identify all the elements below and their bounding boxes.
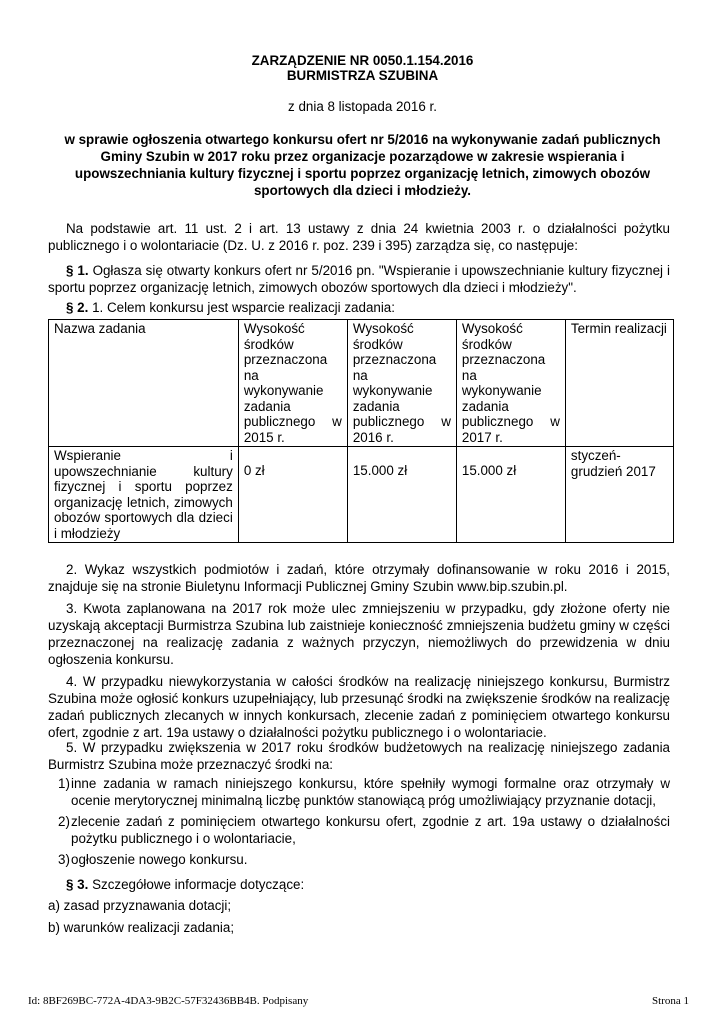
table-row xyxy=(49,447,674,543)
list-item-text: ogłoszenie nowego konkursu. xyxy=(71,852,248,867)
document-date: z dnia 8 listopada 2016 r. xyxy=(288,99,437,114)
footer-page-number: Strona 1 xyxy=(652,995,689,1007)
paragraph-2: 2. Wykaz wszystkich podmiotów i zadań, które otrzymały dofinansowanie w roku 2016 i 2015, znajduje się na stronie Biuletynu Informacji Publicznej Gminy Szubin www.bip.szubin.pl. xyxy=(48,562,670,594)
term-cell: styczeń-grudzień 2017 xyxy=(565,447,673,543)
table-header-cell: Termin realizacji xyxy=(565,320,673,447)
table-header-cell: Nazwa zadania xyxy=(49,320,239,447)
section-1-text: Ogłasza się otwarty konkurs ofert nr 5/2016 pn. "Wspieranie i upowszechnianie kultury fizycznej i sportu poprzez organizację letnich, zimowych obozów sportowych dla dzieci i młodzieży". xyxy=(48,263,670,295)
list-item-text: zlecenie zadań z pominięciem otwartego konkursu ofert, zgodnie z art. 19a ustawy o działalności pożytku publicznego i o wolontariacie, xyxy=(71,814,670,846)
table-header-cell: Wysokość środków przeznaczona na wykonywanie zadania publicznego w 2017 r. xyxy=(456,320,565,447)
list-item xyxy=(48,851,670,868)
task-name-cell: Wspieranie i upowszechnianie kultury fizycznej i sportu poprzez organizację letnich, zimowych obozów sportowych dla dzieci i młodzieży xyxy=(49,447,239,543)
table-header-cell: Wysokość środków przeznaczona na wykonywanie zadania publicznego w 2016 r. xyxy=(347,320,456,447)
paragraph-4: 4. W przypadku niewykorzystania w całości środków na realizację niniejszego konkursu, Burmistrz Szubina może ogłosić konkurs uzupełniający, lub przesunąć środki na zwiększenie środków na realizację zadań publicznych zlecanych w innych konkursach, zlecenie zadań z pominięciem otwartego konkursu ofert, zgodnie z art. 19a ustawy o działalności pożytku publicznego i o wolontariacie. xyxy=(48,674,670,740)
document-issuer: BURMISTRZA SZUBINA xyxy=(286,68,439,83)
amount-2015-cell: 0 zł xyxy=(238,447,347,543)
task-table xyxy=(48,319,674,543)
section-2 xyxy=(48,299,670,316)
section-3-item-b: b) warunków realizacji zadania; xyxy=(48,920,235,935)
amount-2017-cell: 15.000 zł xyxy=(456,447,565,543)
section-2-mark: § 2. xyxy=(66,300,89,315)
list-item-text: inne zadania w ramach niniejszego konkursu, które spełniły wymogi formalne oraz otrzymały w ocenie merytorycznej minimalną liczbę punktów stanowiącą próg umożliwiający przyznanie dotacji, xyxy=(71,776,670,808)
list-item-number: 1) xyxy=(58,776,70,791)
section-3-item-a: a) zasad przyznawania dotacji; xyxy=(48,898,232,913)
footer-document-id: Id: 8BF269BC-772A-4DA3-9B2C-57F32436BB4B. Podpisany xyxy=(28,995,309,1007)
section-2-text: 1. Celem konkursu jest wsparcie realizacji zadania: xyxy=(88,300,395,315)
section-3-mark: § 3. xyxy=(66,877,89,892)
section-3-text: Szczegółowe informacje dotyczące: xyxy=(88,877,305,892)
list-item-number: 3) xyxy=(58,852,70,867)
section-1 xyxy=(48,262,670,296)
table-header-cell: Wysokość środków przeznaczona na wykonywanie zadania publicznego w 2015 r. xyxy=(238,320,347,447)
table-header-row xyxy=(49,320,674,447)
section-1-mark: § 1. xyxy=(66,263,89,278)
section-3 xyxy=(48,876,670,893)
list-item xyxy=(48,813,670,847)
paragraph-3: 3. Kwota zaplanowana na 2017 rok może ulec zmniejszeniu w przypadku, gdy złożone oferty nie uzyskają akceptacji Burmistrza Szubina lub zaistnieje konieczność zmniejszenia budżetu gminy w części przeznaczonej na realizację zadania z ważnych przyczyn, niemożliwych do przewidzenia w dniu ogłoszenia konkursu. xyxy=(48,601,670,667)
amount-2016-cell: 15.000 zł xyxy=(347,447,456,543)
paragraph-5: 5. W przypadku zwiększenia w 2017 roku środków budżetowych na realizację niniejszego zadania Burmistrz Szubina może przeznaczyć środki na: xyxy=(48,740,670,772)
document-subject: w sprawie ogłoszenia otwartego konkursu ofert nr 5/2016 na wykonywanie zadań publicznych Gminy Szubin w 2017 roku przez organizacje pozarządowe w zakresie wspierania i upowszechniania kultury fizycznej i sportu poprzez organizację letnich, zimowych obozów sportowych dla dzieci i młodzieży. xyxy=(64,132,661,198)
list-item xyxy=(48,775,670,809)
legal-basis-paragraph: Na podstawie art. 11 ust. 2 i art. 13 ustawy z dnia 24 kwietnia 2003 r. o działalności pożytku publicznego i o wolontariacie (Dz. U. z 2016 r. poz. 239 i 395) zarządza się, co następuje: xyxy=(48,221,670,253)
list-item-number: 2) xyxy=(58,814,70,829)
document-title: ZARZĄDZENIE NR 0050.1.154.2016 xyxy=(251,53,474,68)
